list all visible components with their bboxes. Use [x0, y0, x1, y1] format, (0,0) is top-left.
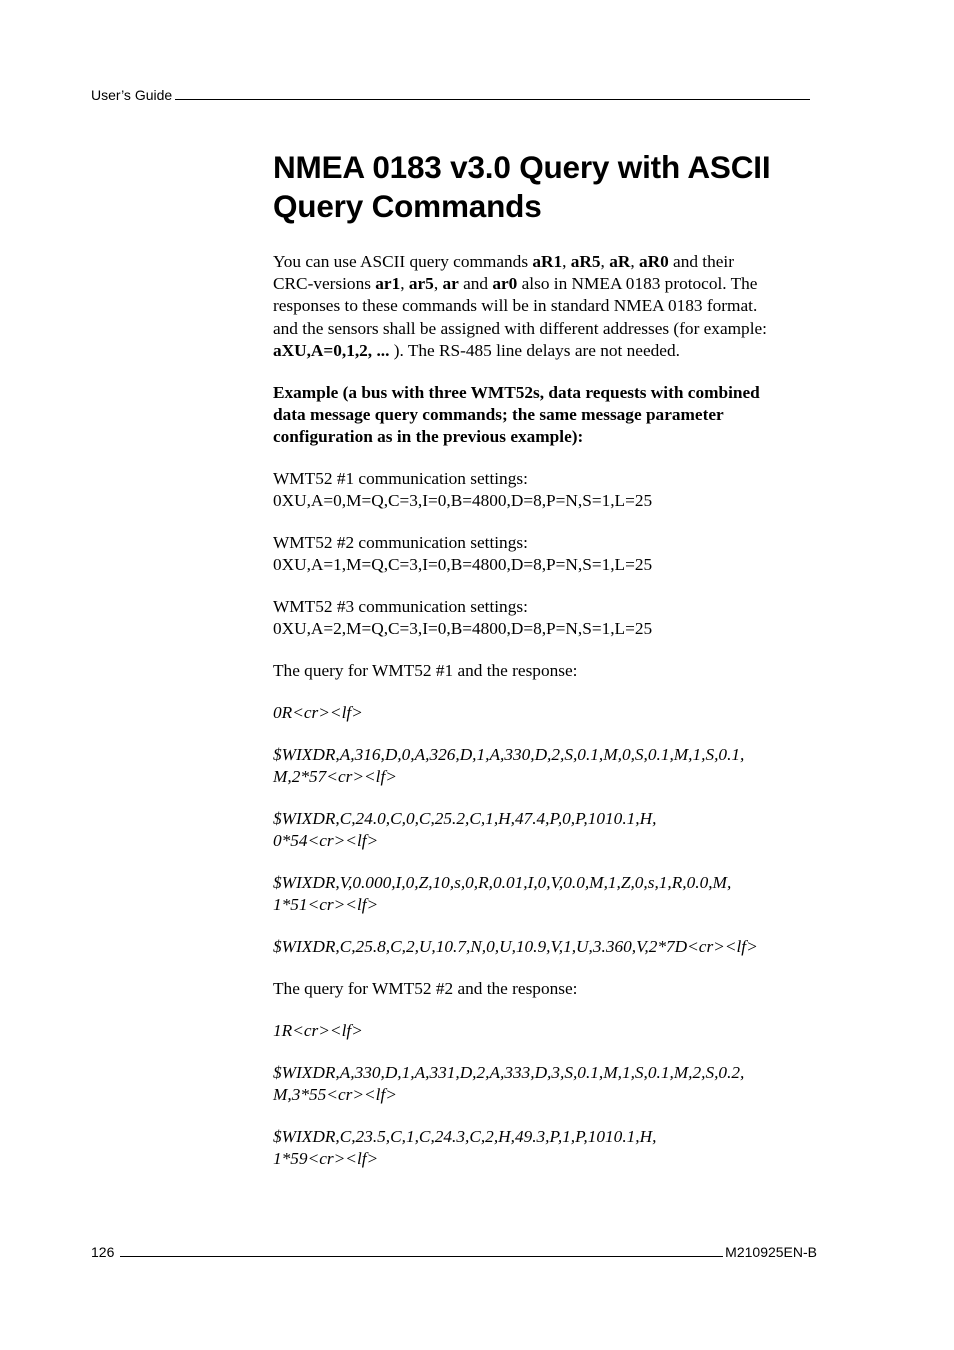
settings-label: WMT52 #1 communication settings: — [273, 469, 528, 488]
query-2-response-2: $WIXDR,C,23.5,C,1,C,24.3,C,2,H,49.3,P,1,P,1010.1,H, 1*59<cr><lf> — [273, 1127, 657, 1169]
command-ar5-upper: aR5 — [570, 252, 601, 271]
address-example: aXU,A=0,1,2, ... — [273, 340, 390, 360]
footer-rule — [120, 1256, 723, 1257]
intro-text: responses to these commands will be in standard NMEA 0183 format. — [273, 296, 758, 316]
settings-value: 0XU,A=0,M=Q,C=3,I=0,B=4800,D=8,P=N,S=1,L=25 — [273, 491, 653, 511]
query-2-command: 1R<cr><lf> — [273, 1021, 363, 1041]
settings-block-2 — [273, 532, 833, 576]
intro-sep: , — [562, 252, 571, 271]
intro-text: and their — [668, 252, 734, 271]
settings-label: WMT52 #2 communication settings: — [273, 533, 528, 553]
title-line-1: NMEA 0183 v3.0 Query with ASCII — [273, 149, 771, 185]
intro-sep: , — [630, 252, 639, 271]
command-ar0-lower: ar0 — [492, 274, 518, 294]
command-ar0-upper: aR0 — [638, 252, 669, 271]
query-1-response-4: $WIXDR,C,25.8,C,2,U,10.7,N,0,U,10.9,V,1,U,3.360,V,2*7D<cr><lf> — [273, 937, 758, 957]
page-body — [273, 251, 833, 1190]
settings-label: WMT52 #3 communication settings: — [273, 597, 528, 617]
example-heading: Example (a bus with three WMT52s, data requests with combined data message query commands; the same message parameter configuration as in the previous example): — [273, 382, 760, 447]
intro-sep: , — [600, 252, 610, 271]
intro-text: and the sensors shall be assigned with different addresses (for example: — [273, 318, 767, 338]
command-ar-upper: aR — [609, 252, 631, 271]
title-line-2: Query Commands — [273, 188, 542, 224]
query-1-intro: The query for WMT52 #1 and the response: — [273, 661, 578, 681]
intro-text: CRC-versions — [273, 274, 376, 294]
query-1-response-2: $WIXDR,C,24.0,C,0,C,25.2,C,1,H,47.4,P,0,P,1010.1,H, 0*54<cr><lf> — [273, 809, 657, 851]
settings-value: 0XU,A=1,M=Q,C=3,I=0,B=4800,D=8,P=N,S=1,L=25 — [273, 555, 653, 575]
intro-text: ). The RS-485 line delays are not needed. — [389, 340, 680, 360]
header-rule — [175, 99, 810, 100]
header-title: User’s Guide — [91, 87, 173, 103]
command-ar-lower: ar — [442, 274, 459, 294]
settings-value: 0XU,A=2,M=Q,C=3,I=0,B=4800,D=8,P=N,S=1,L=25 — [273, 619, 653, 639]
settings-block-3 — [273, 596, 833, 640]
query-2-intro: The query for WMT52 #2 and the response: — [273, 979, 578, 999]
page-title — [273, 148, 833, 226]
intro-text: You can use ASCII query commands — [273, 252, 533, 271]
page-number: 126 — [91, 1244, 115, 1260]
intro-paragraph — [273, 251, 833, 362]
intro-text: also in NMEA 0183 protocol. The — [517, 274, 758, 294]
command-ar1-upper: aR1 — [532, 252, 563, 271]
command-ar1-lower: ar1 — [375, 274, 401, 294]
query-1-response-3: $WIXDR,V,0.000,I,0,Z,10,s,0,R,0.01,I,0,V,0.0,M,1,Z,0,s,1,R,0.0,M, 1*51<cr><lf> — [273, 873, 732, 915]
settings-block-1 — [273, 468, 833, 512]
query-1-command: 0R<cr><lf> — [273, 703, 363, 723]
query-1-response-1: $WIXDR,A,316,D,0,A,326,D,1,A,330,D,2,S,0.1,M,0,S,0.1,M,1,S,0.1, M,2*57<cr><lf> — [273, 745, 745, 787]
intro-sep: , — [433, 274, 443, 294]
intro-sep: , — [400, 274, 409, 294]
running-header — [91, 87, 811, 103]
intro-text: and — [458, 274, 493, 294]
query-2-response-1: $WIXDR,A,330,D,1,A,331,D,2,A,333,D,3,S,0.1,M,1,S,0.1,M,2,S,0.2, M,3*55<cr><lf> — [273, 1063, 745, 1105]
running-footer — [91, 1244, 817, 1260]
document-code: M210925EN-B — [725, 1244, 817, 1260]
command-ar5-lower: ar5 — [408, 274, 434, 294]
